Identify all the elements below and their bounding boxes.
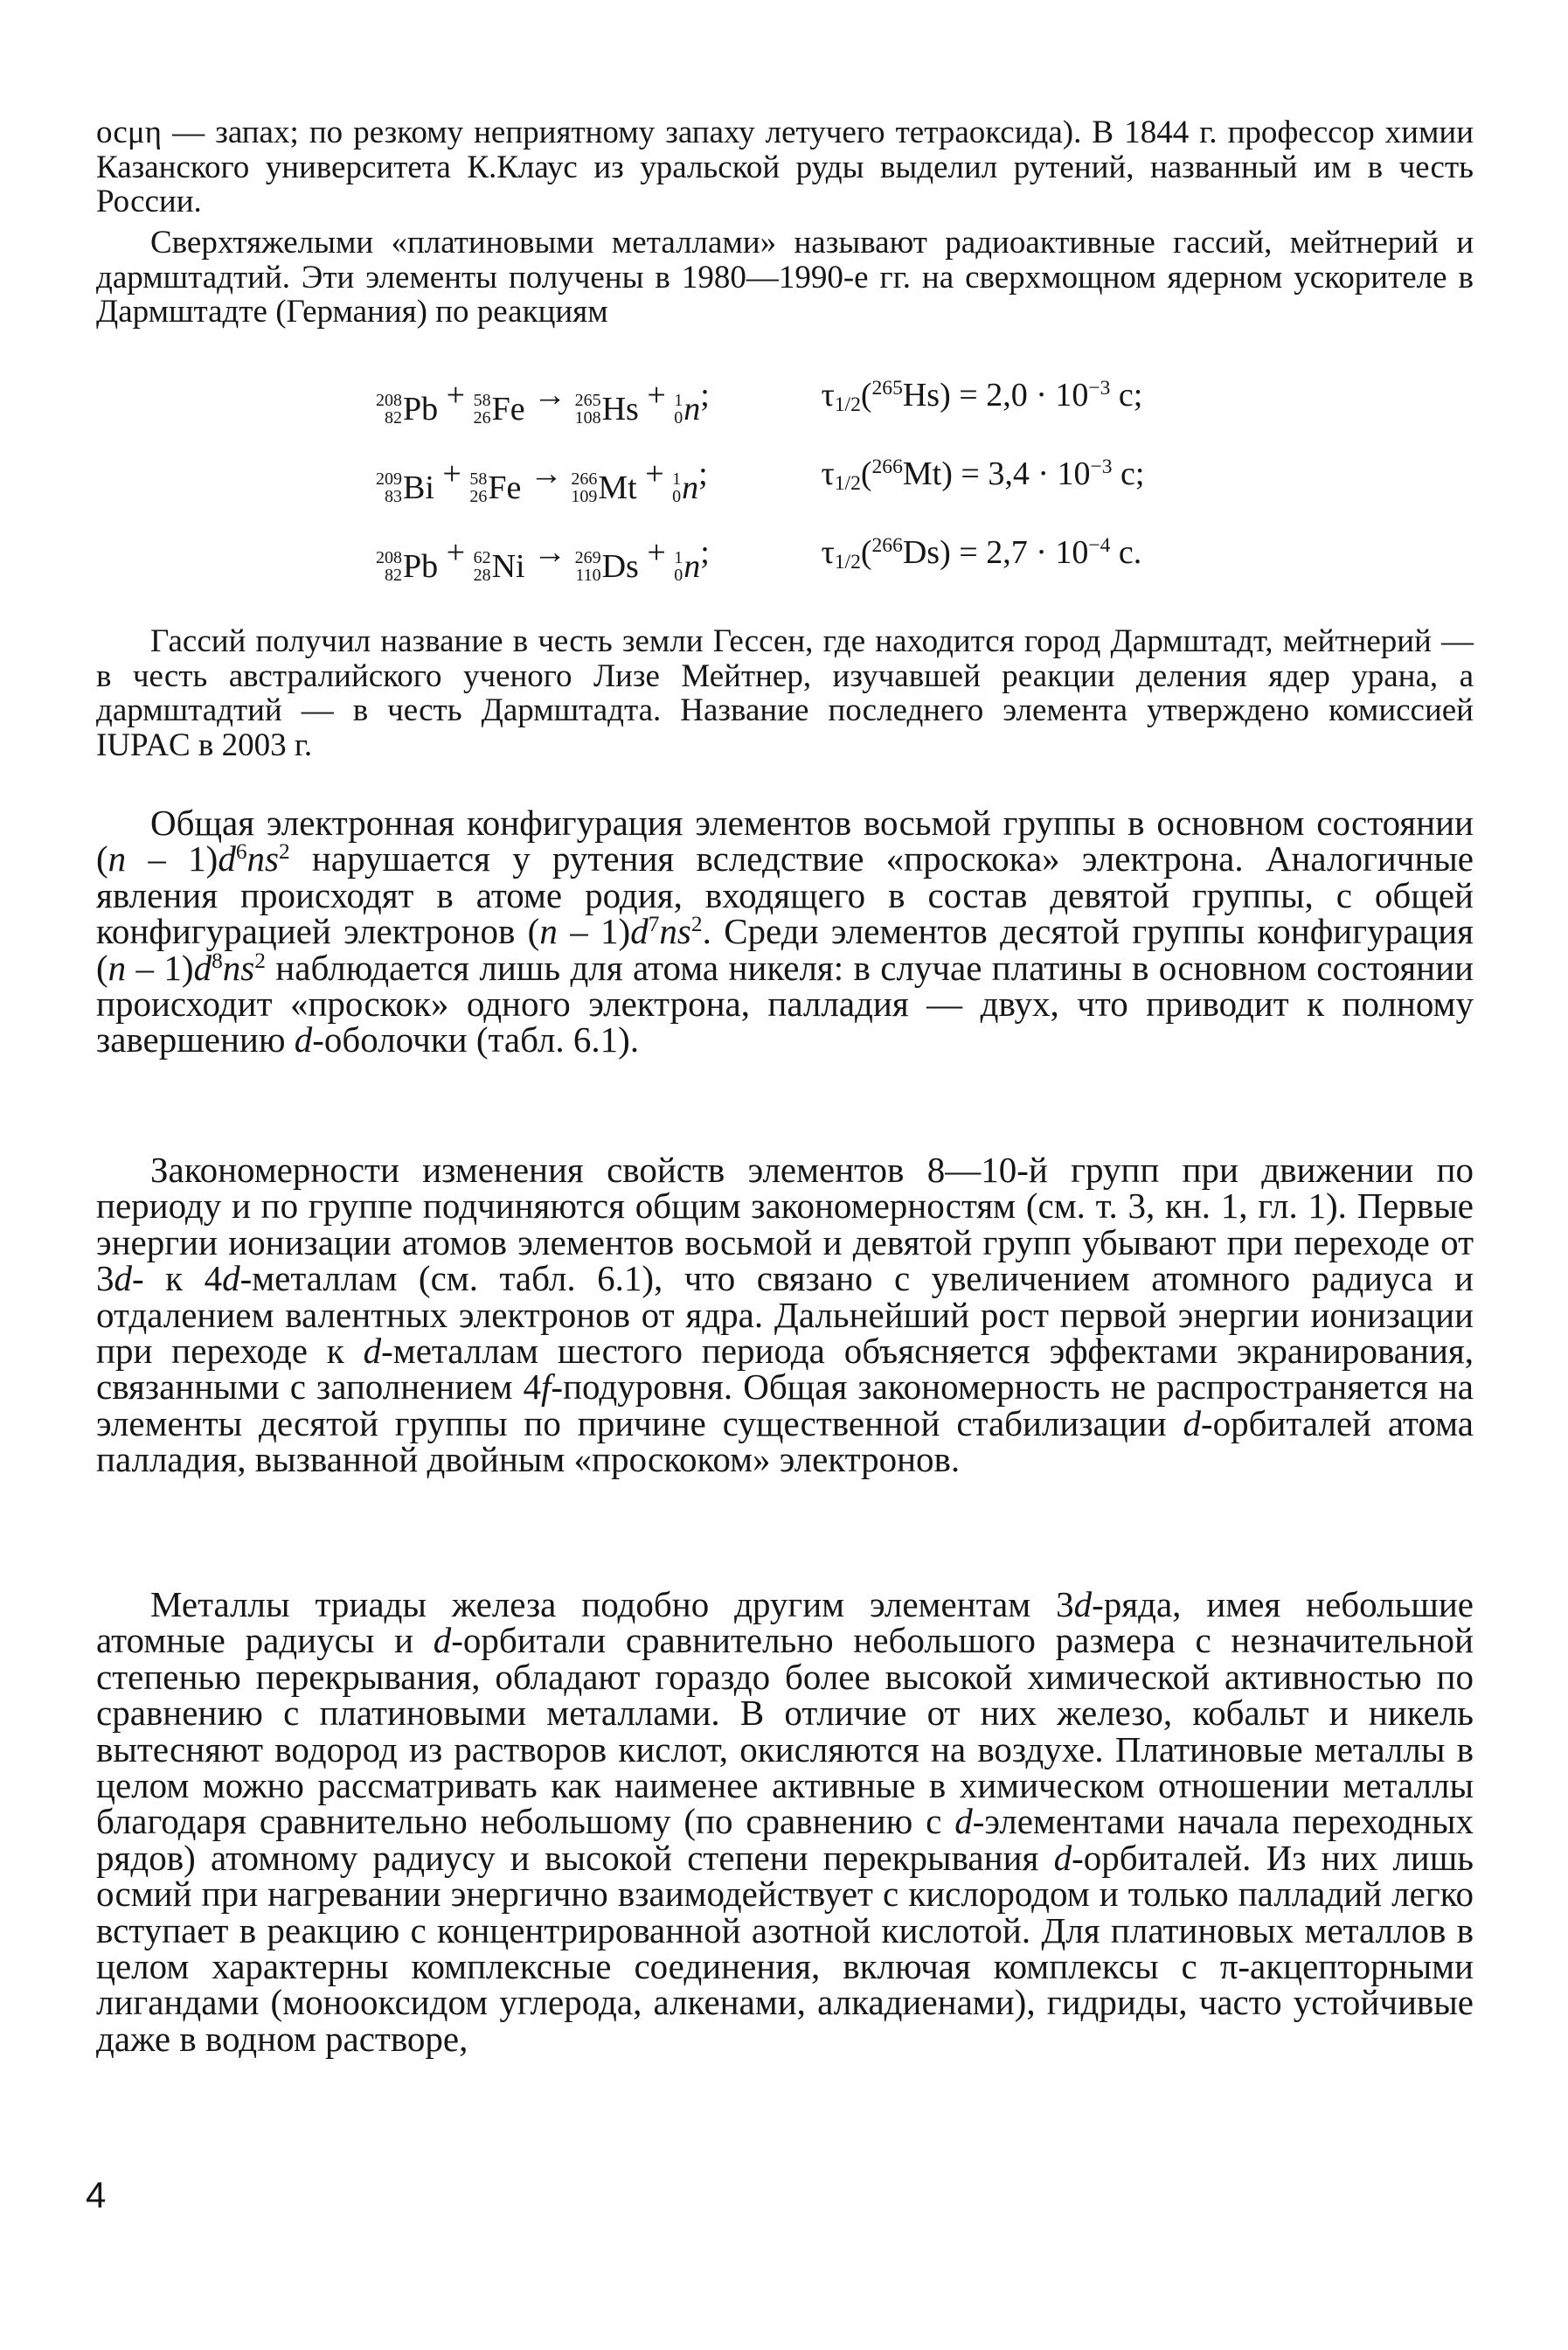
intro-paragraph-2	[96, 226, 1474, 330]
reaction-row-2: 209 83 Bi + 58 26 Fe → 266 109 Mt + 1 0 n ; $\tau_{1/2}(^{266}Mt) = 3,4 \cdot 10^{-3}$ с;	[376, 453, 1144, 509]
nuclide: 62 28 Ni	[473, 548, 525, 585]
main-paragraph-2: Закономерности изменения свойств элементов 8—10-й групп при движении по периоду и по группе подчиняются общим закономерностям (см. т. 3, кн. 1, гл. 1). Первые энергии ионизации атомов элементов восьмой и девятой групп убывают при переходе от 3d- к 4d-металлам (см. табл. 6.1), что связано с увеличением атомного радиуса и отдалением валентных электронов от ядра. Дальнейший рост первой энергии ионизации при переходе к d-металлам шестого периода объясняется эффектами экранирования, связанными с заполнением 4f-подуровня. Общая закономерность не распространяется на элементы десятой группы по причине существенной стабилизации d-орбиталей атома палладия, вызванной двойным «проскоком» электронов.	[96, 1150, 1474, 1480]
nuclide: 58 26 Fe	[469, 469, 522, 506]
intro-text-2: Сверхтяжелыми «платиновыми металлами» называют радиоактивные гассий, мейтнерий и дармштадтий. Эти элементы получены в 1980—1990-е гг. на сверхмощном ядерном ускорителе в Дармштадте (Германия) по реакциям	[96, 225, 1474, 330]
nuclide: 269 110 Ds	[574, 548, 639, 585]
nuclide: 1 0 n	[674, 391, 701, 428]
nuclide: 208 82 Pb	[376, 391, 439, 428]
arrow-icon: →	[529, 455, 563, 492]
intro-text-1: осμη — запах; по резкому неприятному запаху летучего тетраоксида). В 1844 г. профессор химии Казанского университета К.Клаус из уральской руды выделил рутений, названный им в честь России.	[96, 115, 1474, 220]
nuclide: 1 0 n	[674, 548, 701, 585]
page-number: 4	[86, 2174, 107, 2215]
half-life-2: $\tau_{1/2}(^{266}Mt) = 3,4 \cdot 10^{-3}$ с;	[821, 455, 1145, 495]
nuclide: 208 82 Pb	[376, 548, 439, 585]
nuclide: 266 109 Mt	[571, 469, 637, 506]
main-paragraph-1: Общая электронная конфигурация элементов восьмой группы в основном состоянии $(n - 1)d^6ns^2$ нарушается у рутения вследствие «проскока» электрона. Аналогичные явления происходят в атоме родия, входящего в состав девятой группы, с общей конфигурацией электронов $(n - 1)d^7ns^2$. Среди элементов десятой группы конфигурация $(n - 1)d^8ns^2$ наблюдается лишь для атома никеля: в случае платины в основном состоянии происходит «проскок» одного электрона, палладия — двух, что приводит к полному завершению d-оболочки (табл. 6.1).	[96, 803, 1474, 1060]
nuclide: 1 0 n	[672, 469, 699, 506]
nuclide: 209 83 Bi	[376, 469, 434, 506]
naming-paragraph	[96, 624, 1474, 762]
main-paragraph-3: Металлы триады железа подобно другим элементам 3d-ряда, имея небольшие атомные радиусы и d-орбитали сравнительно небольшого размера с незначительной степенью перекрывания, обладают гораздо более высокой химической активностью по сравнению с платиновыми металлами. В отличие от них железо, кобальт и никель вытесняют водород из растворов кислот, окисляются на воздухе. Платиновые металлы в целом можно рассматривать как наименее активные в химическом отношении металлы благодаря сравнительно небольшому (по сравнению с d-элементами начала переходных рядов) атомному радиусу и высокой степени перекрывания d-орбиталей. Из них лишь осмий при нагревании энергично взаимодействует с кислородом и только палладий легко вступает в реакцию с концентрированной азотной кислотой. Для платиновых металлов в целом характерны комплексные соединения, включая комплексы с π-акцепторными лигандами (монооксидом углерода, алкенами, алкадиенами), гидриды, часто устойчивые даже в водном растворе,	[96, 1584, 1474, 2059]
half-life-1: $\tau_{1/2}(^{265}Hs) = 2,0 \cdot 10^{-3}$ с;	[821, 377, 1143, 416]
reaction-row-3: 208 82 Pb + 62 28 Ni → 269 110 Ds + 1 0 n ; $\tau_{1/2}(^{266}Ds) = 2,7 \cdot 10^{-4}$ с.	[376, 532, 1141, 588]
half-life-3: $\tau_{1/2}(^{266}Ds) = 2,7 \cdot 10^{-4}$ с.	[821, 534, 1142, 574]
nuclide: 265 108 Hs	[574, 391, 639, 428]
naming-text: Гассий получил название в честь земли Гессен, где находится город Дармштадт, мейтнерий — в честь австралийского ученого Лизе Мейтнер, изучавшей реакции деления ядер урана, а дармштадтий — в честь Дармштадта. Название последнего элемента утверждено комиссией IUPAC в 2003 г.	[96, 623, 1474, 763]
reaction-row-1: 208 82 Pb + 58 26 Fe → 265 108 Hs + 1 0 n ; $\tau_{1/2}(^{265}Hs) = 2,0 \cdot 10^{-3}$ с;	[376, 374, 1142, 430]
intro-paragraph-1	[96, 115, 1474, 219]
arrow-icon: →	[533, 534, 567, 571]
nuclide: 58 26 Fe	[473, 391, 525, 428]
arrow-icon: →	[533, 377, 567, 414]
